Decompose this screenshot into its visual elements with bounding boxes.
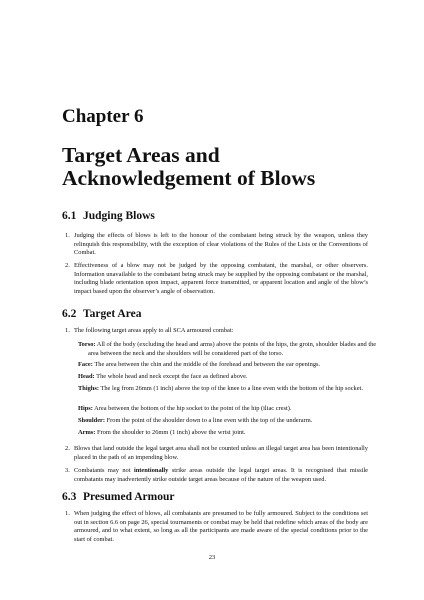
section-heading-target-area <box>62 307 141 321</box>
definition-torso <box>78 341 378 358</box>
list-item-text: Judging the effects of blows is left to the honour of the combatant being struck by the weapon, unless they relinquish this responsibility, with the exception of clear violations of the Rules of the Lists or the Conventions of Combat. <box>74 232 368 257</box>
definition-text: The area between the chin and the middle of the forehead and between the ear openings. <box>94 361 321 368</box>
list-marker: 1. <box>65 510 70 517</box>
text-run: Combatants may not <box>74 467 131 474</box>
definition-term: Face: <box>78 361 93 368</box>
emphasis-text: intentionally <box>133 467 169 474</box>
list-item-text: Blows that land outside the legal target area shall not be counted unless an illegal target area has been intentionally placed in the path of an impending blow. <box>74 445 368 461</box>
definition-thighs <box>78 385 378 394</box>
definition-face <box>78 361 378 370</box>
definition-term: Thighs: <box>78 385 99 392</box>
definition-text: Area between the bottom of the hip socket to the point of the hip (iliac crest). <box>94 405 292 412</box>
definition-term: Shoulder: <box>78 417 105 424</box>
list-item <box>65 232 368 258</box>
list-item <box>65 510 368 544</box>
list-item-text: When judging the effect of blows, all combatants are presumed to be fully armoured. Subject to the conditions set out in section 6.6 on page 26, special tournaments or combat may be held that redefine which areas of the body are armoured, and to what extent, so long as all the participants are made aware of the special conditions prior to the start of combat. <box>74 510 368 543</box>
definition-hips <box>78 405 378 414</box>
definition-term: Hips: <box>78 405 93 412</box>
section-heading-presumed-armour <box>62 490 174 504</box>
section-title: Presumed Armour <box>83 491 175 503</box>
section-number: 6.1 <box>62 210 77 222</box>
list-item <box>65 327 368 336</box>
list-marker: 2. <box>65 445 70 452</box>
page-number: 23 <box>208 554 216 561</box>
definition-shoulder <box>78 417 378 426</box>
definition-head <box>78 373 378 382</box>
list-marker: 2. <box>65 262 70 269</box>
definition-text: All of the body (excluding the head and arms) above the points of the hips, the groin, shoulder blades and the area between the neck and the shoulders will be considered part of the torso. <box>88 341 377 357</box>
definition-term: Head: <box>78 373 95 380</box>
definition-text: From the point of the shoulder down to a line even with the top of the underarm. <box>106 417 313 424</box>
list-item-text: The following target areas apply to all SCA armoured combat: <box>74 327 234 334</box>
list-marker: 3. <box>65 467 70 474</box>
definition-term: Arms: <box>78 429 96 436</box>
section-number: 6.2 <box>62 308 77 320</box>
list-marker: 1. <box>65 232 70 239</box>
definition-text: The whole head and neck except the face as defined above. <box>96 373 248 380</box>
chapter-title: Target Areas and Acknowledgement of Blows <box>62 143 316 190</box>
list-marker: 1. <box>65 327 70 334</box>
list-item <box>65 262 368 296</box>
definition-text: The leg from 26mm (1 inch) above the top of the knee to a line even with the bottom of the hip socket. <box>100 385 363 392</box>
definition-term: Torso: <box>78 341 96 348</box>
section-heading-judging-blows <box>62 209 155 223</box>
list-item <box>65 467 368 484</box>
chapter-label: Chapter 6 <box>62 106 144 127</box>
list-item-text <box>74 467 368 484</box>
definition-arms <box>78 429 378 438</box>
definition-text: From the shoulder to 26mm (1 inch) above the wrist joint. <box>97 429 246 436</box>
text-run: strike areas outside the legal target areas. It is recognised that missile combatants may inadvertently strike outside target areas because of the nature of the weapon used. <box>74 467 368 483</box>
list-item-text: Effectiveness of a blow may not be judged by the opposing combatant, the marshal, or other observers. Information unavailable to the combatant being struck may be supplied by the opposing combatant or the marshal, including blade orientation upon impact, apparent force transmitted, or apparent location and angle of the blow’s impact based upon the observer’s angle of observation. <box>74 262 368 295</box>
section-title: Target Area <box>83 308 142 320</box>
section-title: Judging Blows <box>83 210 155 222</box>
section-number: 6.3 <box>62 491 77 503</box>
list-item <box>65 445 368 462</box>
